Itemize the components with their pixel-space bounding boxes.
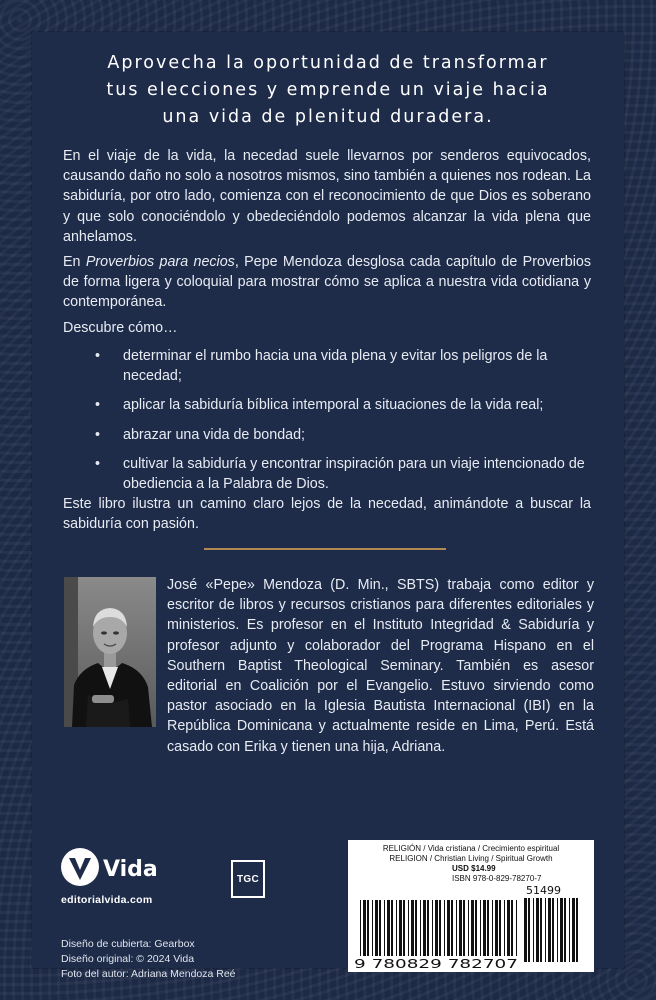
barcode-bar	[511, 900, 513, 956]
author-portrait-icon	[64, 577, 156, 727]
barcode-bar	[411, 900, 414, 956]
barcode-bar	[528, 898, 530, 962]
barcode-bar	[367, 900, 369, 956]
barcode-bar	[552, 898, 554, 962]
list-item-text: abrazar una vida de bondad;	[123, 426, 306, 443]
summary-text: , Pepe Mendoza desglosa cada capítulo de Proverbios de forma ligera y coloquial para mostrar cómo se aplica a nuestra vida cotidiana y contemporánea.	[63, 254, 591, 311]
barcode-bar	[471, 900, 474, 956]
benefits-list	[63, 346, 591, 503]
barcode-bar	[451, 900, 453, 956]
barcode-bar	[403, 900, 405, 956]
price-label: USD $14.99	[452, 864, 496, 873]
bisac-category-es: RELIGIÓN / Vida cristiana / Crecimiento espiritual	[382, 844, 560, 853]
list-item	[63, 454, 591, 494]
intro-paragraph: En el viaje de la vida, la necedad suele llevarnos por senderos equivocados, causando daño no solo a nosotros mismos, sino también a quienes nos rodean. La sabiduría, por otro lado, comienza con el reconocimiento de que Dios es soberano y que solo conociéndolo y obedeciéndolo podemos alcanzar la vida plena que anhelamos.	[63, 148, 591, 245]
barcode-bar	[375, 900, 378, 956]
bisac-category-en: RELIGION / Christian Living / Spiritual Growth	[389, 854, 553, 863]
headline-line-3: una vida de plenitud duradera.	[162, 107, 494, 127]
barcode-bar	[499, 900, 501, 956]
barcode-bar	[432, 900, 433, 956]
barcode-bar	[379, 900, 381, 956]
bullet-icon: •	[95, 426, 101, 443]
barcode-bar	[435, 900, 438, 956]
author-photo	[64, 577, 156, 727]
barcode-bar	[569, 898, 570, 962]
barcode-bar	[540, 898, 542, 962]
list-item	[63, 425, 591, 445]
barcode-bar	[384, 900, 385, 956]
barcode-bar	[545, 898, 546, 962]
book-summary-paragraph	[63, 252, 591, 313]
barcode-bar	[459, 900, 462, 956]
barcode-bar	[363, 900, 366, 956]
barcode-bar	[360, 900, 361, 956]
barcode-bar	[504, 900, 505, 956]
barcode-bar	[372, 900, 373, 956]
price-code-text: 51499	[526, 884, 561, 897]
barcode-bar	[536, 898, 539, 962]
barcode-bar	[507, 900, 510, 956]
barcode-bar	[557, 898, 558, 962]
vida-logo-icon	[60, 847, 170, 893]
barcode-bar	[444, 900, 445, 956]
barcode-bar	[447, 900, 450, 956]
barcode-bar	[396, 900, 397, 956]
list-item	[63, 395, 591, 415]
closing-paragraph: Este libro ilustra un camino claro lejos de la necedad, animándote a buscar la sabiduría con pasión.	[63, 496, 591, 533]
price-addon-barcode-icon	[524, 898, 578, 962]
barcode-bar	[399, 900, 402, 956]
barcode-bar	[468, 900, 469, 956]
barcode-bar	[480, 900, 481, 956]
barcode-bar	[391, 900, 393, 956]
barcode-bar	[427, 900, 429, 956]
ean-digits-text: 9 780829 782707	[354, 957, 518, 971]
bullet-icon: •	[95, 348, 101, 364]
list-item	[63, 346, 591, 386]
bullet-icon: •	[95, 397, 101, 414]
summary-prefix: En	[63, 254, 86, 270]
barcode-bar	[524, 898, 527, 962]
ean-barcode-icon	[360, 900, 517, 956]
list-item-text: aplicar la sabiduría bíblica intemporal a situaciones de la vida real;	[123, 397, 544, 414]
barcode-bar	[492, 900, 493, 956]
barcode-bar	[487, 900, 489, 956]
credit-line: Diseño original: © 2024 Vida	[61, 953, 195, 965]
barcode-bar	[548, 898, 551, 962]
credit-line: Diseño de cubierta: Gearbox	[61, 938, 195, 950]
barcode-bar	[533, 898, 534, 962]
discover-heading: Descubre cómo…	[63, 320, 178, 336]
vida-logo-text: Vida	[103, 857, 158, 882]
gold-divider	[204, 548, 446, 550]
book-title: Proverbios para necios	[85, 254, 235, 270]
headline-line-2: tus elecciones y emprende un viaje hacia	[106, 80, 550, 100]
barcode-bar	[564, 898, 566, 962]
barcode-bar	[463, 900, 465, 956]
isbn-label: ISBN 978-0-829-78270-7	[452, 874, 542, 883]
author-bio: José «Pepe» Mendoza (D. Min., SBTS) trabaja como editor y escritor de libros y recursos cristianos para diferentes editoriales y ministerios. Es profesor en el Instituto Integridad & Sabiduría y profesor adjunto y colaborador del Programa Hispano en el Southern Baptist Theological Seminary. También es asesor editorial en Coalición por el Evangelio. Estuvo sirviendo como pastor asociado en la Iglesia Bautista Internacional (IBI) en la República Dominicana y actualmente reside en Lima, Perú. Está casado con Erika y tienen una hija, Adriana.	[167, 577, 594, 755]
barcode-bar	[475, 900, 477, 956]
barcode-bar	[415, 900, 417, 956]
credit-line: Foto del autor: Adriana Mendoza Reé	[61, 968, 236, 980]
barcode-bar	[560, 898, 563, 962]
list-item-text: cultivar la sabiduría y encontrar inspiración para un viaje intencionado de obediencia a la Palabra de Dios.	[123, 455, 585, 493]
barcode-bar	[456, 900, 457, 956]
barcode-bar	[420, 900, 421, 956]
barcode-bar	[387, 900, 390, 956]
barcode-bar	[516, 900, 517, 956]
barcode-bar	[576, 898, 578, 962]
barcode-bar	[408, 900, 409, 956]
barcode-graphic	[348, 840, 594, 972]
headline-line-1: Aprovecha la oportunidad de transformar	[107, 53, 549, 73]
bullet-icon: •	[95, 455, 101, 472]
barcode-bar	[572, 898, 575, 962]
list-item-text: determinar el rumbo hacia una vida plena y evitar los peligros de la necedad;	[123, 348, 548, 385]
credits	[61, 937, 236, 982]
barcode-bar	[495, 900, 498, 956]
headline	[32, 50, 624, 131]
barcode-bar	[439, 900, 441, 956]
barcode-bar	[423, 900, 426, 956]
barcode-box	[348, 840, 594, 972]
barcode-bar	[483, 900, 486, 956]
tgc-logo: TGC	[231, 860, 265, 898]
publisher-url: editorialvida.com	[61, 894, 153, 906]
content-panel	[32, 32, 624, 980]
